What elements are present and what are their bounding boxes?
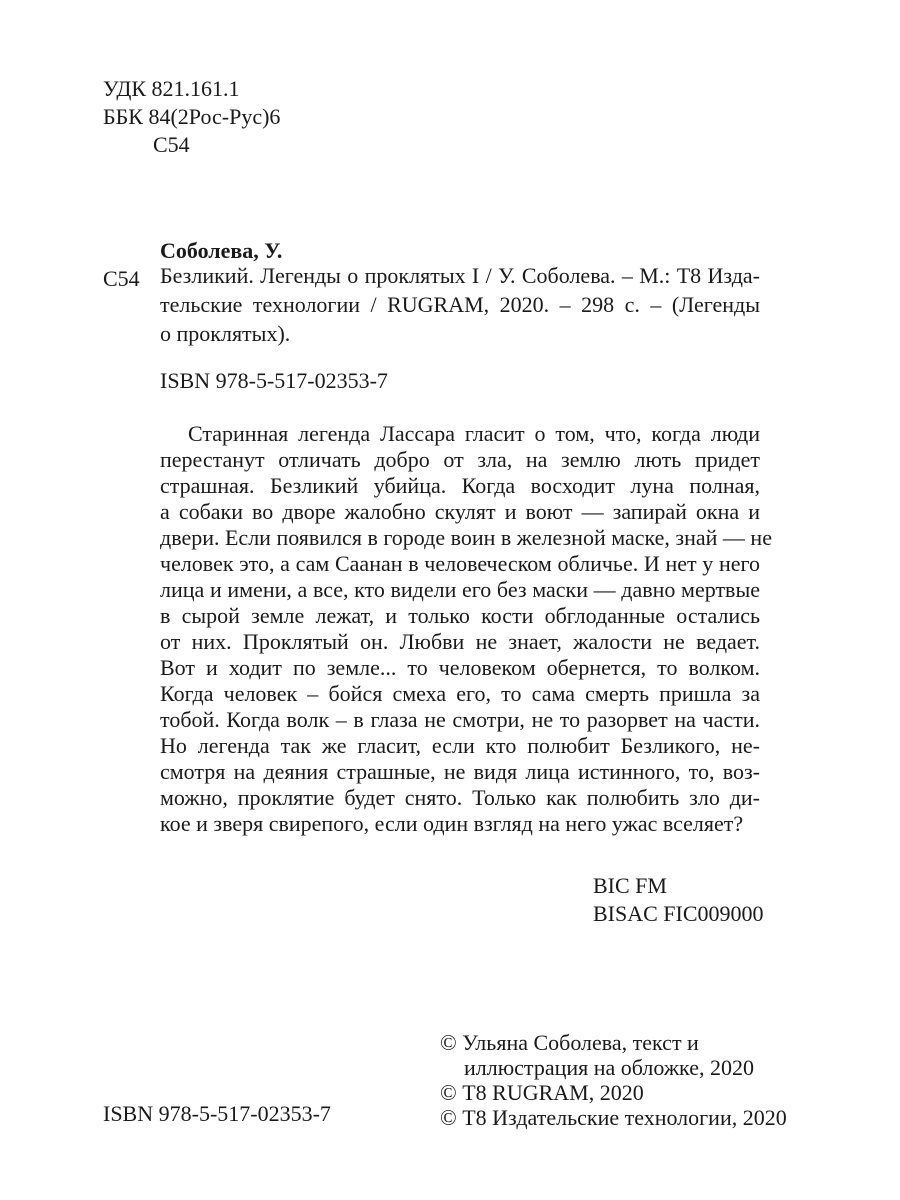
- copyright-rugram: © Т8 RUGRAM, 2020: [440, 1080, 644, 1105]
- annotation-line: лица и имени, а все, кто видели его без маски — давно мертвые: [160, 577, 760, 602]
- subject-codes: [593, 872, 764, 928]
- annotation-line: тобой. Когда волк – в глаза не смотри, не то разорвет на части.: [160, 707, 760, 732]
- annotation-line: двери. Если появился в городе воин в железной маске, знай — не: [160, 525, 772, 550]
- bibliographic-description: [160, 261, 760, 348]
- annotation-line: смотря на деяния страшные, не видя лица истинного, то, воз-: [160, 759, 760, 784]
- annotation-line: страшная. Безликий убийца. Когда восходит луна полная,: [160, 473, 760, 498]
- copyright-block: [440, 1030, 787, 1130]
- copyright-publisher: © Т8 Издательские технологии, 2020: [440, 1105, 787, 1130]
- annotation-line: в сырой земле лежат, и только кости обглоданные остались: [160, 603, 760, 628]
- bisac-code: BISAC FIC009000: [593, 901, 764, 926]
- annotation-line: Когда человек – бойся смеха его, то сама смерть пришла за: [160, 681, 760, 706]
- author-name: Соболева, У.: [160, 238, 283, 263]
- annotation-line: Но легенда так же гласит, если кто полюбит Безликого, не-: [160, 733, 760, 758]
- annotation-line: от них. Проклятый он. Любви не знает, жалости не ведает.: [160, 629, 760, 654]
- udk-code: УДК 821.161.1: [103, 76, 240, 101]
- annotation-line: перестанут отличать добро от зла, на землю лють придет: [160, 447, 760, 472]
- bic-code: BIC FM: [593, 873, 667, 898]
- bbk-code: ББК 84(2Рос-Рус)6: [103, 104, 281, 129]
- bibliography-line: о проклятых).: [160, 321, 291, 346]
- bibliography-line: Безликий. Легенды о проклятых I / У. Соболева. – М.: Т8 Изда-: [160, 263, 760, 288]
- bibliography-line: тельские технологии / RUGRAM, 2020. – 298 с. – (Легенды: [160, 292, 760, 317]
- bibliography-author-sign: С54: [103, 266, 140, 291]
- annotation-line: человек это, а сам Саанан в человеческом обличье. И нет у него: [160, 551, 760, 576]
- annotation-line: можно, проклятие будет снято. Только как полюбить зло ди-: [160, 785, 760, 810]
- isbn: ISBN 978-5-517-02353-7: [160, 368, 388, 393]
- annotation-line: Старинная легенда Лассара гласит о том, что, когда люди: [188, 421, 760, 446]
- isbn-footer: ISBN 978-5-517-02353-7: [103, 1101, 331, 1126]
- annotation-line: Вот и ходит по земле... то человеком обернется, то волком.: [160, 655, 760, 680]
- annotation-line: а собаки во дворе жалобно скулят и воют — запирай окна и: [160, 499, 760, 524]
- author-sign: С54: [153, 132, 190, 157]
- copyright-author: © Ульяна Соболева, текст и: [440, 1030, 699, 1055]
- classification-codes-block: [103, 75, 280, 159]
- annotation-text: [160, 421, 772, 837]
- annotation-line: кое и зверя свирепого, если один взгляд на него ужас вселяет?: [160, 811, 744, 836]
- copyright-author-continued: иллюстрация на обложке, 2020: [464, 1055, 754, 1080]
